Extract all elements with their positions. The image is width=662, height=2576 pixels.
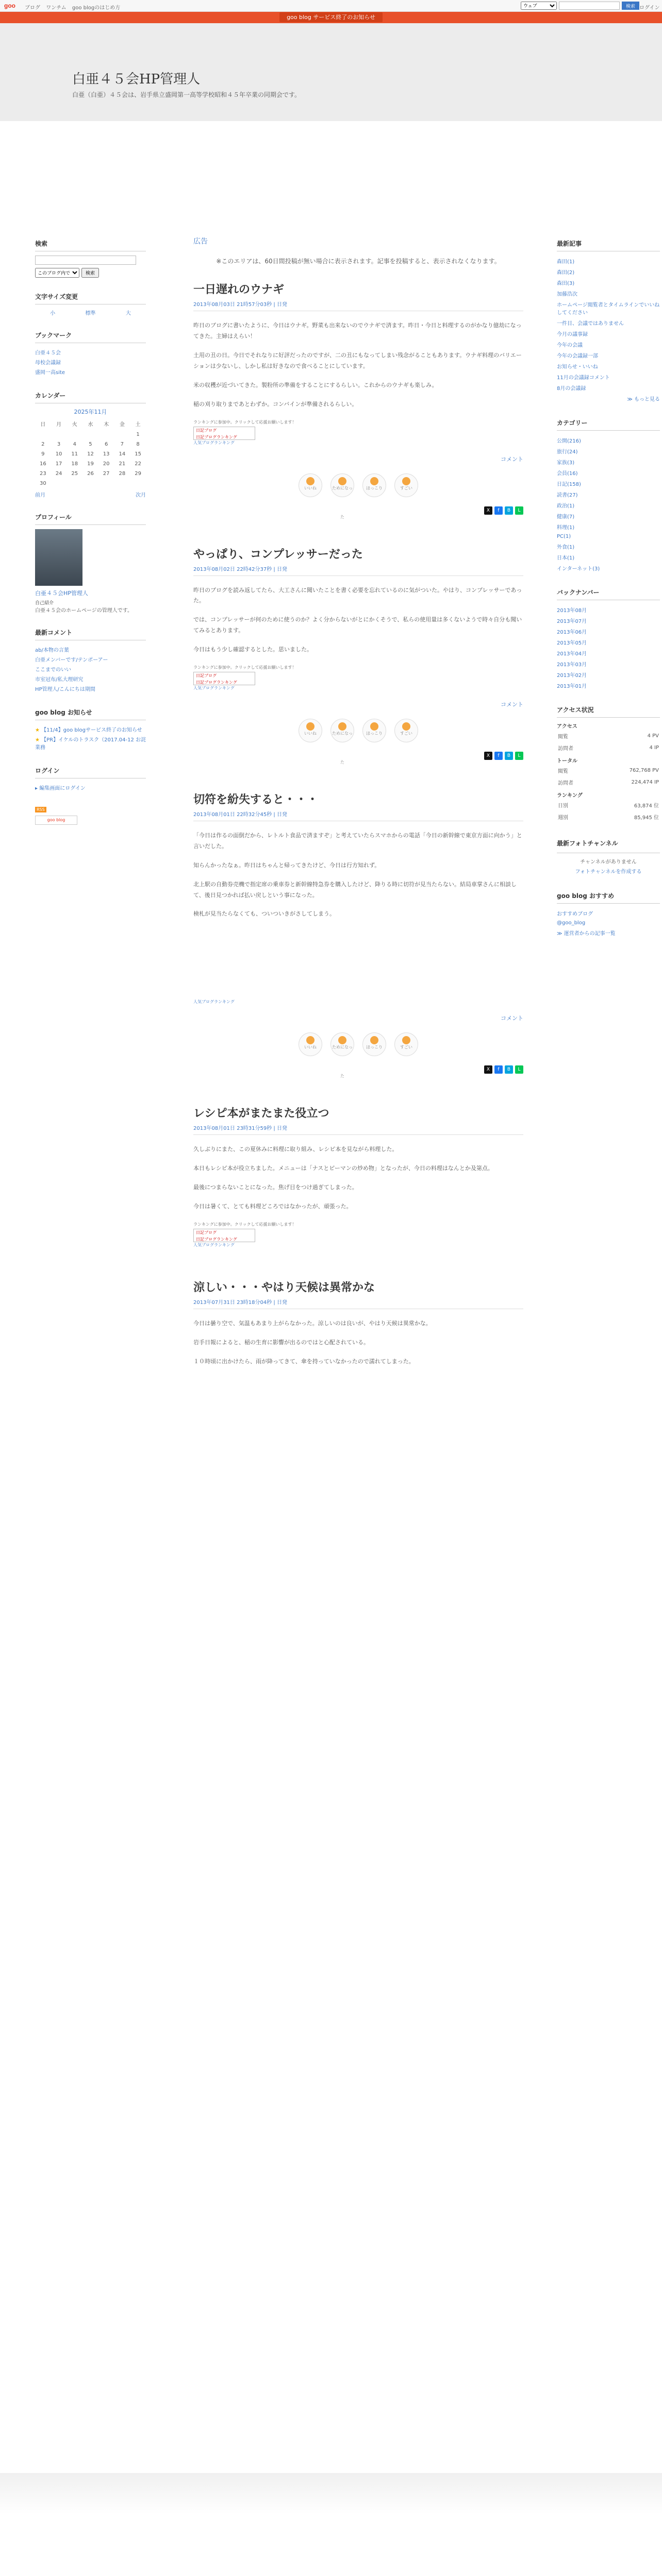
category-item[interactable]: 外食(1) <box>557 545 575 550</box>
comment-link[interactable]: コメント <box>501 1015 523 1022</box>
blog-description: 白亜（白亜）４５会は、岩手県立盛岡第一高等学校昭和４５年卒業の同期会です。 <box>72 91 301 98</box>
ranking-widget <box>193 665 523 691</box>
access-box <box>557 705 660 823</box>
ranking-badge-line1: 日記ブログ <box>196 673 217 678</box>
login-box <box>35 766 146 792</box>
reaction-like[interactable]: いいね <box>299 473 322 497</box>
star-icon: ★ <box>35 727 40 733</box>
post-paragraph: 土用の丑の日。今日でそれなりに好評だったのですが、二の丑にもなってしまい残念がることもあります。ウナギ料理のバリエーションは少ないし、しかし私は好きなので食べることにしています。 <box>193 351 522 369</box>
fontsize-heading: 文字サイズ変更 <box>35 292 146 304</box>
category-heading: カテゴリー <box>557 418 660 431</box>
ranking-badge-line2: 日記ブログランキング <box>196 1236 237 1242</box>
backnumber-item[interactable]: 2013年01月 <box>557 684 587 689</box>
cal-dow: 土 <box>135 422 141 428</box>
profile-name[interactable]: 白亜４５会HP管理人 <box>35 590 88 597</box>
cal-day: 7 <box>120 442 124 447</box>
post-paragraph: 昨日のブログを読み返してたら、大工さんに聞いたことを書く必要を忘れているのに気がついた。やはり、コンプレッサーであった。 <box>193 586 522 604</box>
stat-label: 訪問者 <box>558 781 573 786</box>
recent-post-item[interactable]: 8月の会議録 <box>557 386 586 392</box>
post-paragraph: 岩手日報によると、稲の生育に影響が出るのではと心配されている。 <box>193 1338 369 1346</box>
comment-link[interactable]: コメント <box>501 455 523 463</box>
service-end-banner <box>0 12 662 23</box>
cal-day: 22 <box>135 461 141 467</box>
reaction-helpful[interactable]: ためになった <box>330 473 354 497</box>
hatena-share-icon[interactable]: B <box>505 1065 513 1074</box>
reaction-great[interactable]: すごい <box>394 719 418 742</box>
ranking-badge-line1: 日記ブログ <box>196 1230 217 1235</box>
post-meta[interactable]: 2013年08月03日 21時57分03秒 | 日発 <box>193 300 523 311</box>
cal-day <box>51 479 67 488</box>
share-buttons <box>193 752 523 760</box>
reaction-like[interactable]: いいね <box>299 1032 322 1056</box>
cal-day: 29 <box>135 471 141 477</box>
stat-value: 224,474 IP <box>631 779 659 785</box>
recent-posts-box <box>557 239 660 404</box>
notice-item-text: 【PR】イケルのトラスク（2017.04-12 お詫業務 <box>35 737 146 751</box>
post-title[interactable]: 涼しい・・・やはり天候は異常かな <box>193 1281 375 1294</box>
rss-box <box>35 807 146 825</box>
comment-item[interactable]: ab/本物の言葉 <box>35 648 69 653</box>
calendar-next[interactable]: 次月 <box>136 493 146 498</box>
cal-day: 24 <box>55 471 62 477</box>
cal-day <box>114 430 130 439</box>
cal-day: 13 <box>103 451 110 457</box>
cal-day: 5 <box>89 442 92 447</box>
blog-post <box>193 1105 523 1248</box>
backnumber-item[interactable]: 2013年07月 <box>557 619 587 624</box>
bookmark-item[interactable]: 母校会議録 <box>35 360 61 366</box>
profile-heading: プロフィール <box>35 513 146 525</box>
category-item[interactable]: 日本(1) <box>557 555 575 561</box>
recent-post-item[interactable]: 一件目、会議ではありません <box>557 321 624 327</box>
ranking-badge[interactable] <box>193 427 255 440</box>
top-links <box>25 3 124 11</box>
category-item[interactable]: インターネット(3) <box>557 566 600 572</box>
recent-post-item[interactable]: 加藤浩次 <box>557 292 577 297</box>
post-paragraph: 今日は曇り空で、気温もあまり上がらなかった。涼しいのは良いが、やはり天候は異常かな。 <box>193 1319 432 1327</box>
recent-post-item[interactable]: 森田(3) <box>557 281 575 286</box>
comments-heading: 最新コメント <box>35 628 146 640</box>
category-item[interactable]: 健康(7) <box>557 514 575 520</box>
profile-intro: 白亜４５会のホームページの管理人です。 <box>35 608 133 614</box>
top-link-blog[interactable]: ブログ <box>25 5 40 11</box>
login-link-top[interactable]: ログイン <box>639 5 660 11</box>
post-paragraph: 今日はもう少し確認するとした。思いました。 <box>193 646 312 653</box>
stat-label: 日別 <box>558 803 568 809</box>
post-body <box>193 1144 523 1212</box>
backnumber-item[interactable]: 2013年06月 <box>557 630 587 635</box>
goo-logo[interactable]: goo <box>4 2 15 9</box>
ranking-caption: ランキングに参加中。クリックして応援お願いします！ <box>193 665 296 670</box>
post-meta[interactable]: 2013年08月02日 22時42分37秒 | 日発 <box>193 565 523 576</box>
post-paragraph: １０時頃に出かけたら、雨が降ってきて、傘を持っていなかったので濡れてしまった。 <box>193 1358 415 1365</box>
x-share-icon[interactable]: X <box>484 752 492 760</box>
cal-day: 25 <box>71 471 78 477</box>
recent-post-item[interactable]: 11月の会議録コメント <box>557 375 610 381</box>
login-link-text: 編集画面にログイン <box>39 786 86 791</box>
bookmark-item[interactable]: 白亜４５会 <box>35 350 61 356</box>
cal-day <box>35 430 51 439</box>
recent-posts-heading: 最新記事 <box>557 239 660 251</box>
cal-day: 16 <box>39 461 46 467</box>
right-sidebar <box>557 239 660 953</box>
search-scope-select[interactable] <box>521 2 557 10</box>
comment-item[interactable]: 白亜メンバーです/テンポーアー <box>35 657 108 663</box>
rss-icon[interactable]: RSS <box>35 807 46 812</box>
stat-value: 63,874 位 <box>634 803 659 809</box>
stat-value: 4 IP <box>649 745 659 751</box>
cal-day: 15 <box>135 451 141 457</box>
post-paragraph: 久しぶりにまた、この夏休みに料理に取り組み、レシピ本を見ながら料理した。 <box>193 1146 398 1153</box>
notice-item[interactable] <box>35 734 146 752</box>
ranking-caption: ランキングに参加中。クリックして応援お願いします！ <box>193 1222 296 1227</box>
ranking-link[interactable]: 人気ブログランキング <box>193 685 235 690</box>
bookmark-heading: ブックマーク <box>35 331 146 343</box>
cal-day: 6 <box>104 442 108 447</box>
cal-day: 9 <box>41 451 45 457</box>
cal-day <box>98 479 114 488</box>
post-body <box>193 1318 523 1367</box>
post-meta[interactable]: 2013年08月01日 23時31分59秒 | 日発 <box>193 1124 523 1135</box>
share-buttons <box>193 506 523 515</box>
cal-dow: 日 <box>40 422 46 428</box>
left-sidebar <box>35 239 146 839</box>
category-item[interactable]: 料理(1) <box>557 525 575 531</box>
reaction-like[interactable]: いいね <box>299 719 322 742</box>
backnumber-item[interactable]: 2013年04月 <box>557 651 587 657</box>
category-item[interactable]: 読書(27) <box>557 493 578 498</box>
search-button[interactable]: 検索 <box>622 2 639 10</box>
cal-dow: 月 <box>56 422 62 428</box>
cal-day <box>67 430 82 439</box>
post-paragraph: 「今日は作るの面倒だから、レトルト食品で済ますぞ」と考えていたらスマホからの電話「今日の新幹線で東京方面に向かう」と言いだした。 <box>193 832 522 850</box>
ad-label[interactable]: 広告 <box>193 238 208 246</box>
reaction-great[interactable]: すごい <box>394 1032 418 1056</box>
total-sub-heading: トータル <box>557 758 577 764</box>
cal-day: 2 <box>41 442 45 447</box>
blog-post <box>193 546 523 765</box>
category-item[interactable]: 日記(158) <box>557 482 581 487</box>
post-paragraph: 米の収穫が近づいてきた。製粉所の準備をすることにするらしい。これからのウナギも楽しみ。 <box>193 381 438 388</box>
backnumber-item[interactable]: 2013年02月 <box>557 673 587 679</box>
search-heading: 検索 <box>35 239 146 251</box>
reaction-helpful[interactable]: ためになった <box>330 719 354 742</box>
reaction-great[interactable]: すごい <box>394 473 418 497</box>
calendar-box <box>35 391 146 498</box>
comment-item[interactable]: ここまでのいい <box>35 667 71 673</box>
line-share-icon[interactable]: L <box>515 752 523 760</box>
cal-day: 8 <box>136 442 140 447</box>
cal-day <box>82 479 98 488</box>
blog-header <box>0 23 662 121</box>
cal-dow: 水 <box>88 422 93 428</box>
post-paragraph: 稲の刈り取りまであとわずか。コンバインが準備されるらしい。 <box>193 400 358 408</box>
recommend-heading: goo blog おすすめ <box>557 891 660 904</box>
backnumber-item[interactable]: 2013年05月 <box>557 640 587 646</box>
cal-day: 4 <box>73 442 76 447</box>
post-body <box>193 320 523 410</box>
post-paragraph: では、コンプレッサーが何のために使うのか？よく分からないがとにかくそうで、私らの使用量は多くないようで時々自分も聞いてみるとあります。 <box>193 616 522 634</box>
blog-search-scope[interactable] <box>35 268 79 278</box>
stat-value: 4 PV <box>647 733 659 739</box>
login-heading: ログイン <box>35 766 146 778</box>
search-input[interactable] <box>559 2 620 10</box>
post-paragraph: 本日もレシピ本が役立ちました。メニューは「ナスとピーマンの炒め物」となったが、今日の料理はなんとか及第点。 <box>193 1165 493 1172</box>
hatena-share-icon[interactable]: B <box>505 752 513 760</box>
cal-day: 23 <box>39 471 46 477</box>
cal-day: 27 <box>103 471 110 477</box>
total-table <box>557 764 660 789</box>
reaction-helpful[interactable]: ためになった <box>330 1032 354 1056</box>
inactivity-notice: ※このエリアは、60日間投稿が無い場合に表示されます。記事を投稿すると、表示されなくなります。 <box>216 258 501 265</box>
top-bar <box>0 0 662 12</box>
cal-dow: 木 <box>104 422 109 428</box>
calendar-prev[interactable]: 前月 <box>35 493 45 498</box>
ranking-badge-line2: 日記ブログランキング <box>196 680 237 685</box>
cal-day: 21 <box>119 461 126 467</box>
hatena-share-icon[interactable]: B <box>505 506 513 515</box>
search-box <box>35 239 146 278</box>
blog-post <box>193 281 523 519</box>
blog-post <box>193 791 523 1079</box>
fontsize-normal[interactable]: 標準 <box>85 311 96 316</box>
access-sub-heading: アクセス <box>557 724 577 730</box>
recommend-more[interactable]: ≫ 運営者からの記事一覧 <box>557 930 616 937</box>
cal-day: 11 <box>71 451 78 457</box>
comments-box <box>35 628 146 693</box>
blog-search-button[interactable]: 検索 <box>81 268 99 278</box>
stat-label: 閲覧 <box>558 734 568 740</box>
arrow-icon: ▸ <box>35 786 38 791</box>
ranking-widget <box>193 419 523 446</box>
avatar[interactable] <box>35 529 82 586</box>
photo-channel-box <box>557 838 660 877</box>
category-box <box>557 418 660 573</box>
post-paragraph: 知らんかったなぁ。昨日はちゃんと帰ってきたけど、今日は行方知れず。 <box>193 861 380 869</box>
post-paragraph: 今日は暑くて、とても料理どころではなかったが、頑張った。 <box>193 1203 352 1210</box>
facebook-share-icon[interactable]: f <box>494 1065 503 1074</box>
cal-day: 20 <box>103 461 110 467</box>
goo-blog-badge[interactable]: goo blog <box>35 816 77 825</box>
cal-day <box>82 430 98 439</box>
access-table <box>557 730 660 754</box>
recommend-box <box>557 891 660 938</box>
post-title[interactable]: 切符を紛失すると・・・ <box>193 793 319 806</box>
calendar-heading: カレンダー <box>35 391 146 403</box>
post-paragraph: 最後につまらないことになった。焦げ目をつけ過ぎてしまった。 <box>193 1184 358 1191</box>
stat-label: 訪問者 <box>558 746 573 752</box>
ranking-sub-heading: ランキング <box>557 793 583 799</box>
ranking-widget <box>193 1222 523 1248</box>
post-title[interactable]: 一日遅れのウナギ <box>193 283 285 297</box>
stat-label: 閲覧 <box>558 769 568 774</box>
category-item[interactable]: PC(1) <box>557 534 571 539</box>
recent-post-item[interactable]: ホームページ閲覧者とタイムラインでいいねしてください <box>557 302 660 316</box>
profile-intro-label: 自己紹介 <box>35 601 54 606</box>
fontsize-box <box>35 292 146 316</box>
ranking-badge[interactable] <box>193 1229 255 1242</box>
stat-label: 週別 <box>558 815 568 821</box>
recent-post-item[interactable]: 今年の会議 <box>557 343 583 348</box>
blog-post <box>193 1279 523 1367</box>
recent-post-item[interactable]: 森田(2) <box>557 270 575 276</box>
blog-search-input[interactable] <box>35 256 136 265</box>
calendar-table <box>35 418 146 488</box>
notice-item-text: 【11/4】goo blogサービス終了のお知らせ <box>41 727 142 733</box>
cal-day: 19 <box>87 461 94 467</box>
line-share-icon[interactable]: L <box>515 1065 523 1074</box>
photo-channel-text: チャンネルがありません <box>580 859 637 865</box>
category-item[interactable]: 公開(216) <box>557 438 581 444</box>
cal-day: 17 <box>55 461 62 467</box>
category-item[interactable]: 政治(1) <box>557 503 575 509</box>
notice-heading: goo blog お知らせ <box>35 708 146 720</box>
reaction-buttons <box>193 1032 523 1079</box>
recent-posts-more[interactable]: ≫ もっと見る <box>627 397 660 402</box>
x-share-icon[interactable]: X <box>484 1065 492 1074</box>
reaction-buttons <box>193 473 523 519</box>
reaction-buttons <box>193 719 523 765</box>
reaction-warm[interactable]: ほっこり <box>362 473 386 497</box>
notice-box <box>35 708 146 752</box>
post-body <box>193 831 523 920</box>
ranking-widget <box>193 999 523 1005</box>
recommend-item[interactable]: @goo_blog <box>557 920 586 926</box>
recent-post-item[interactable]: 森田(1) <box>557 259 575 265</box>
cal-day <box>130 479 146 488</box>
post-paragraph: 北上駅の自動券売機で指定席の乗車券と新幹線特急券を購入したけど、降りる時に切符が見当たらない。結局車掌さんに相談して、後日見つかれば払い戻しという事になった。 <box>193 880 517 899</box>
x-share-icon[interactable]: X <box>484 506 492 515</box>
recent-post-item[interactable]: 今年の会議録一部 <box>557 353 598 359</box>
service-end-link[interactable]: goo blog サービス終了のお知らせ <box>279 12 383 22</box>
post-body <box>193 585 523 655</box>
top-link-start[interactable]: goo blogのはじめ方 <box>72 5 121 11</box>
stat-value: 85,945 位 <box>634 815 659 821</box>
photo-channel-heading: 最新フォトチャンネル <box>557 838 660 853</box>
recent-post-item[interactable]: お知らせ・いいね <box>557 364 598 370</box>
post-paragraph: 検札が見当たらなくても、ついついきがさしてしまう。 <box>193 910 335 918</box>
backnumber-item[interactable]: 2013年08月 <box>557 608 587 614</box>
login-link[interactable] <box>35 783 146 792</box>
reaction-warm[interactable]: ほっこり <box>362 719 386 742</box>
photo-channel-create[interactable]: フォトチャンネルを作成する <box>575 869 642 875</box>
cal-dow: 火 <box>72 422 77 428</box>
main-column <box>193 236 523 1398</box>
facebook-share-icon[interactable]: f <box>494 752 503 760</box>
facebook-share-icon[interactable]: f <box>494 506 503 515</box>
top-link-team[interactable]: ワンチム <box>46 5 67 11</box>
ranking-badge[interactable] <box>193 672 255 685</box>
bookmark-box <box>35 331 146 377</box>
post-meta[interactable]: 2013年07月31日 23時18分04秒 | 日発 <box>193 1298 523 1309</box>
backnumber-box <box>557 588 660 691</box>
cal-day: 1 <box>136 432 140 437</box>
category-item[interactable]: 家族(3) <box>557 460 575 466</box>
ranking-link[interactable]: 人気ブログランキング <box>193 999 235 1005</box>
profile-box <box>35 513 146 614</box>
cal-day <box>98 430 114 439</box>
access-heading: アクセス状況 <box>557 705 660 718</box>
share-buttons <box>193 1065 523 1074</box>
ranking-badge-line1: 日記ブログ <box>196 428 217 433</box>
top-search <box>521 2 639 10</box>
ranking-link[interactable]: 人気ブログランキング <box>193 1242 235 1247</box>
cal-day: 26 <box>87 471 94 477</box>
recent-post-item[interactable]: 今月の議事録 <box>557 332 588 337</box>
post-title[interactable]: やっぱり、コンプレッサーだった <box>193 548 363 561</box>
star-icon: ★ <box>35 737 40 743</box>
category-item[interactable]: 会員(16) <box>557 471 578 477</box>
reaction-warm[interactable]: ほっこり <box>362 1032 386 1056</box>
cal-day: 12 <box>87 451 94 457</box>
blog-title[interactable]: 白亜４５会HP管理人 <box>72 72 201 87</box>
cal-day <box>114 479 130 488</box>
cal-dow: 金 <box>119 422 125 428</box>
comment-link[interactable]: コメント <box>501 701 523 708</box>
cal-day: 14 <box>119 451 126 457</box>
cal-day: 28 <box>119 471 126 477</box>
line-share-icon[interactable]: L <box>515 506 523 515</box>
ranking-table <box>557 799 660 823</box>
cal-day: 3 <box>57 442 61 447</box>
backnumber-item[interactable]: 2013年03月 <box>557 662 587 668</box>
ad-band <box>0 2473 662 2514</box>
notice-item[interactable] <box>35 724 146 734</box>
cal-day <box>51 430 67 439</box>
comment-item[interactable]: 市室冠布/私大理研究 <box>35 677 84 683</box>
bookmark-item[interactable]: 盛岡一高site <box>35 370 65 376</box>
fontsize-small[interactable]: 小 <box>50 311 56 316</box>
stat-value: 762,768 PV <box>629 768 659 773</box>
ranking-badge-line2: 日記ブログランキング <box>196 434 237 439</box>
recommend-item[interactable]: おすすめブログ <box>557 911 593 917</box>
cal-day: 30 <box>39 481 46 486</box>
comment-item[interactable]: HP管理人/こんにちは期間 <box>35 687 95 692</box>
ranking-link[interactable]: 人気ブログランキング <box>193 440 235 445</box>
ad-band-spacer <box>193 928 523 990</box>
category-item[interactable]: 旅行(24) <box>557 449 578 455</box>
post-meta[interactable]: 2013年08月01日 22時32分45秒 | 日発 <box>193 810 523 821</box>
post-paragraph: 昨日のブログに書いたように、今日はウナギ。野菜も出来ないのでウナギで済ます。昨日・今日と料理するのがかなり億劫になってきた。主婦はえらい！ <box>193 322 522 340</box>
cal-day: 18 <box>71 461 78 467</box>
fontsize-large[interactable]: 大 <box>125 311 131 316</box>
cal-day <box>67 479 82 488</box>
ranking-caption: ランキングに参加中。クリックして応援お願いします！ <box>193 419 296 425</box>
cal-day: 10 <box>55 451 62 457</box>
post-title[interactable]: レシピ本がまたまた役立つ <box>193 1107 329 1121</box>
calendar-month: 2025年11月 <box>74 409 107 415</box>
backnumber-heading: バックナンバー <box>557 588 660 600</box>
